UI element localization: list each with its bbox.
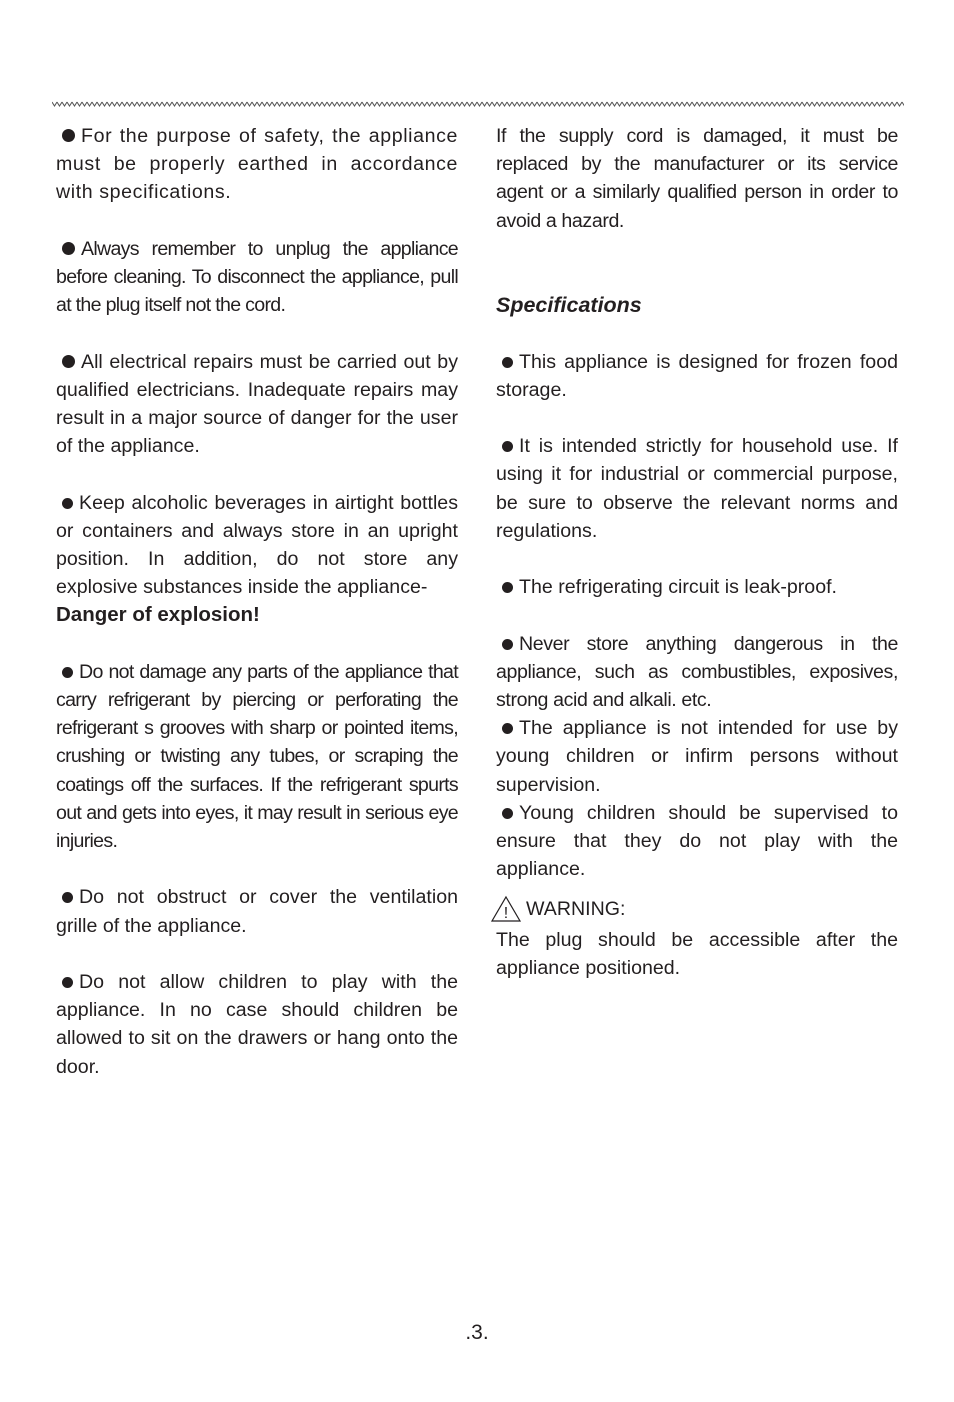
leak-proof-item: The refrigerating circuit is leak-proof. — [496, 573, 898, 601]
bullet-icon — [502, 639, 513, 650]
bullet-icon — [502, 808, 513, 819]
dangerous-storage-item: Never store anything dangerous in the appliance, such as combustibles, exposives, strong acid and alkali. etc. — [496, 632, 898, 711]
bullet-icon — [502, 723, 513, 734]
supply-cord-item: If the supply cord is damaged, it must be replaced by the manufacturer or its service agent or a similarly qualified person in order to avoid a hazard. — [496, 125, 898, 232]
header-divider — [52, 97, 904, 109]
bullet-icon — [62, 977, 73, 988]
bullet-icon — [62, 892, 73, 903]
refrigerant-damage-item: Do not damage any parts of the appliance that carry refrigerant by piercing or perforating the refrigerant s grooves with sharp or pointed items, crushing or twisting any tubes, or scraping the coatings off the surfaces. If the refrigerant spurts out and gets into eyes, it may result in serious eye injuries. — [56, 660, 458, 853]
bullet-icon — [62, 129, 75, 142]
frozen-food-item: This appliance is designed for frozen food storage. — [496, 350, 898, 401]
warning-text: The plug should be accessible after the appliance positioned. — [496, 928, 898, 979]
right-column — [496, 122, 898, 982]
safety-earthing-item: For the purpose of safety, the appliance must be properly earthed in accordance with specifications. — [56, 125, 458, 204]
bullet-icon — [62, 242, 75, 255]
bullet-icon — [62, 355, 75, 368]
bullet-icon — [502, 441, 513, 452]
household-use-item: It is intended strictly for household use. If using it for industrial or commercial purpose, be sure to observe the relevant norms and regulations. — [496, 435, 898, 542]
bullet-icon — [62, 667, 73, 678]
svg-text:!: ! — [503, 905, 509, 923]
supervision-item: The appliance is not intended for use by young children or infirm persons without supervision. — [496, 717, 898, 796]
warning-label: WARNING: — [526, 898, 626, 921]
warning-header — [490, 895, 898, 923]
bullet-icon — [62, 498, 73, 509]
bullet-icon — [502, 582, 513, 593]
explosion-warning: Danger of explosion! — [56, 603, 260, 627]
warning-triangle-icon — [490, 895, 522, 923]
alcoholic-beverages-item: Keep alcoholic beverages in airtight bottles or containers and always store in an upright position. In addition, do not store any explosive substances inside the appliance- Danger of explosion! — [56, 489, 458, 630]
unplug-item: Always remember to unplug the appliance before cleaning. To disconnect the appliance, pull at the plug itself not the cord. — [56, 237, 458, 317]
children-item: Do not allow children to play with the appliance. In no case should children be allowed to sit on the drawers or hang onto the door. — [56, 971, 458, 1078]
young-children-item: Young children should be supervised to ensure that they do not play with the appliance. — [496, 801, 898, 881]
page-number: .3. — [465, 1321, 489, 1344]
left-column — [56, 122, 458, 1081]
electrical-repairs-item: All electrical repairs must be carried out by qualified electricians. Inadequate repairs may result in a major source of danger for the user of the appliance. — [56, 350, 458, 458]
ventilation-item: Do not obstruct or cover the ventilation grille of the appliance. — [56, 886, 458, 937]
specifications-heading: Specifications — [496, 293, 642, 318]
bullet-icon — [502, 357, 513, 368]
